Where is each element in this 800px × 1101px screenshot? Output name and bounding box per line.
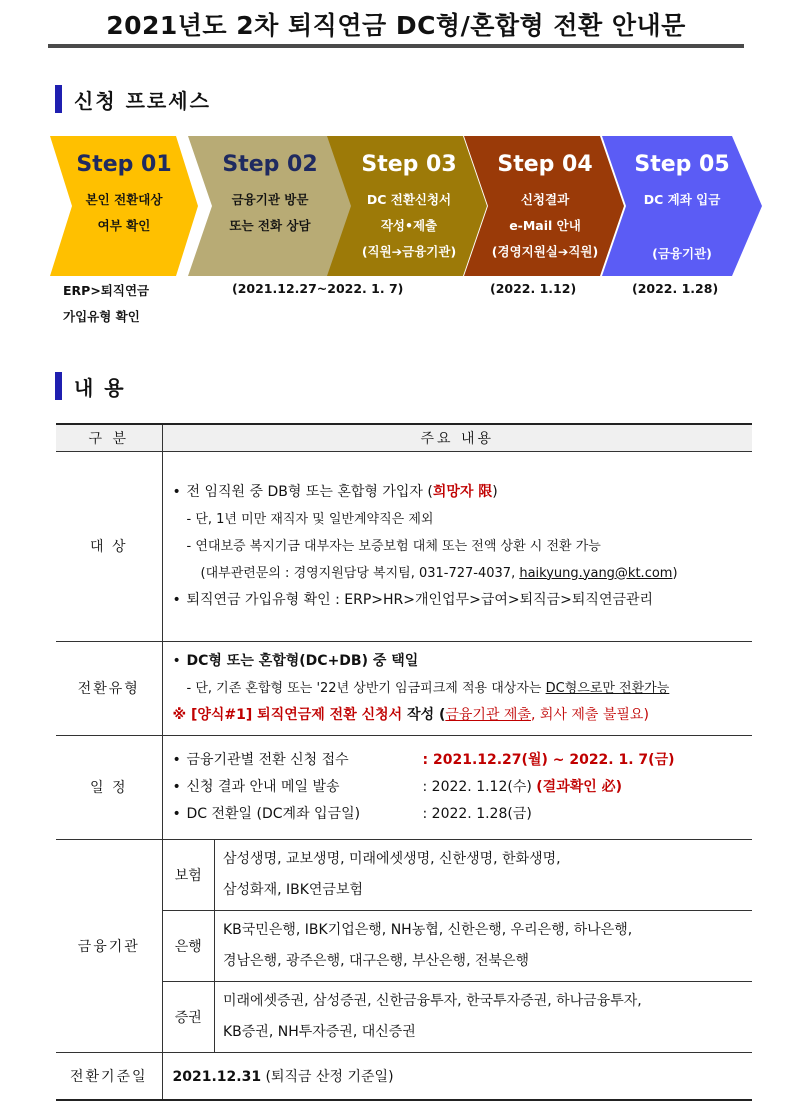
institution-names: 삼성생명, 교보생명, 미래에셋생명, 신한생명, 한화생명,	[223, 850, 561, 867]
step-04-label: Step 04	[497, 152, 593, 177]
table-row-schedule	[56, 735, 752, 839]
step-01-line: 여부 확인	[97, 218, 151, 233]
schedule-label: 금융기관별 전환 신청 접수	[186, 751, 349, 768]
target-contact-line	[173, 560, 743, 587]
table-row-target	[56, 451, 752, 641]
step-05	[602, 136, 762, 276]
type-text: , 회사 제출 불필요)	[530, 706, 649, 723]
schedule-value: : 2022. 1.12(수)	[422, 778, 537, 795]
step-03	[327, 136, 487, 276]
institutions-content	[162, 839, 752, 1052]
row-label-type: 전환유형	[56, 641, 162, 735]
step-04-line: (경영지원실➔직원)	[491, 244, 599, 259]
schedule-line: • DC 전환일 (DC계좌 입금일) : 2022. 1.28(금)	[173, 801, 743, 828]
institution-list	[215, 910, 753, 981]
step-04-date: (2022. 1.12)	[490, 281, 577, 296]
table-row-institutions	[56, 839, 752, 1052]
institution-list	[215, 840, 753, 911]
step-03-line: DC 전환신청서	[366, 192, 452, 207]
title-divider	[48, 44, 744, 48]
content-table	[56, 423, 752, 1101]
step-02-label: Step 02	[222, 152, 318, 177]
institution-row	[163, 910, 753, 981]
contact-email-link[interactable]: haikyung.yang@kt.com	[519, 565, 673, 581]
step-03-label: Step 03	[361, 152, 457, 177]
schedule-value: : 2022. 1.28(금)	[422, 805, 532, 822]
institution-names: KB국민은행, IBK기업은행, NH농협, 신한은행, 우리은행, 하나은행,	[223, 921, 633, 938]
target-line: • 퇴직연금 가입유형 확인 : ERP>HR>개인업무>급여>퇴직금>퇴직연금관리	[172, 591, 654, 608]
content-heading: 내 용	[74, 375, 126, 400]
type-text: DC형 또는 혼합형(DC+DB)	[186, 652, 369, 669]
base-date-note: (퇴직금 산정 기준일)	[261, 1068, 394, 1085]
type-text: 작성 (	[402, 706, 446, 723]
step-01	[50, 136, 198, 276]
institution-row	[163, 981, 753, 1052]
page-title: 2021년도 2차 퇴직연금 DC형/혼합형 전환 안내문	[106, 11, 686, 40]
contact-text: (대부관련문의 : 경영지원담당 복지팀, 031-727-4037,	[200, 565, 520, 581]
target-content	[162, 451, 752, 641]
form-notice: ※ [양식#1] 퇴직연금제 전환 신청서	[172, 706, 403, 723]
institution-list	[215, 981, 753, 1052]
row-label-schedule: 일 정	[56, 735, 162, 839]
step-05-date: (2022. 1.28)	[632, 281, 719, 296]
step-01-line: 본인 전환대상	[85, 192, 163, 207]
type-form-line	[173, 702, 743, 729]
schedule-line: • 금융기관별 전환 신청 접수 : 2021.12.27(월) ~ 2022. 1. 7(금)	[173, 747, 743, 774]
target-emphasis: 희망자 限	[432, 483, 493, 500]
step-05-label: Step 05	[634, 152, 730, 177]
schedule-value: : 2021.12.27(월) ~ 2022. 1. 7(금)	[422, 751, 675, 768]
schedule-label: 신청 결과 안내 메일 발송	[186, 778, 340, 795]
type-underlined: DC형으로만 전환가능	[545, 680, 670, 696]
type-line: • DC형 또는 혼합형(DC+DB) 중 택일	[172, 652, 419, 669]
row-label-target: 대 상	[56, 451, 162, 641]
type-text: - 단, 기존 혼합형 또는 '22년 상반기 임금피크제 적용 대상자는	[186, 680, 546, 696]
institution-names: 미래에셋증권, 삼성증권, 신한금융투자, 한국투자증권, 하나금융투자,	[223, 992, 642, 1009]
table-row-base-date	[56, 1052, 752, 1100]
step-04-line: e-Mail 안내	[509, 218, 581, 233]
content-section-header	[55, 371, 126, 401]
step-02-line: 또는 전화 상담	[229, 218, 311, 233]
step-01-label: Step 01	[76, 152, 172, 177]
section-marker	[55, 85, 62, 113]
column-header-content: 주요 내용	[162, 424, 752, 451]
target-text: )	[492, 483, 498, 500]
process-heading: 신청 프로세스	[74, 88, 211, 113]
target-sub-line: - 연대보증 복지기금 대부자는 보증보험 대체 또는 전액 상환 시 전환 가능	[186, 538, 601, 554]
base-date-value: 2021.12.31	[172, 1068, 262, 1085]
base-date-content	[162, 1052, 752, 1100]
schedule-content	[162, 735, 752, 839]
step-01-note: 가입유형 확인	[63, 309, 140, 324]
target-text: 퇴직연금 가입유형 확인 : ERP>HR>개인업무>급여>퇴직금>퇴직연금관리	[186, 591, 654, 608]
step-03-line: (직원➔금융기관)	[361, 244, 457, 259]
type-text: 중 택일	[368, 652, 419, 669]
step-05-line: (금융기관)	[652, 246, 712, 261]
schedule-emphasis: (결과확인 必)	[536, 778, 623, 795]
institution-type: 은행	[163, 910, 215, 981]
step-05-line: DC 계좌 입금	[643, 192, 721, 207]
institution-type: 증권	[163, 981, 215, 1052]
type-sub-line	[173, 675, 743, 702]
step-03-line: 작성•제출	[380, 218, 438, 233]
type-content	[162, 641, 752, 735]
process-steps	[50, 136, 762, 276]
target-line: • 전 임직원 중 DB형 또는 혼합형 가입자 (희망자 限)	[172, 483, 498, 500]
institution-names: 삼성화재, IBK연금보험	[223, 881, 364, 898]
table-row-type	[56, 641, 752, 735]
schedule-label: DC 전환일 (DC계좌 입금일)	[186, 805, 361, 822]
contact-text: )	[672, 565, 678, 581]
step-02-line: 금융기관 방문	[231, 192, 309, 207]
process-section-header	[55, 84, 211, 114]
schedule-line: • 신청 결과 안내 메일 발송 : 2022. 1.12(수) (결과확인 必)	[173, 774, 743, 801]
target-sub-line: - 단, 1년 미만 재직자 및 일반계약직은 제외	[186, 511, 434, 527]
institution-names: KB증권, NH투자증권, 대신증권	[223, 1023, 416, 1040]
submit-target: 금융기관 제출	[445, 706, 531, 723]
institutions-table	[163, 840, 753, 1052]
institution-type: 보험	[163, 840, 215, 911]
column-header-category: 구 분	[56, 424, 162, 451]
step-04	[464, 136, 624, 276]
row-label-institutions: 금융기관	[56, 839, 162, 1052]
row-label-base-date: 전환기준일	[56, 1052, 162, 1100]
institution-row	[163, 840, 753, 911]
step-01-note: ERP>퇴직연금	[63, 283, 150, 298]
table-header-row	[56, 424, 752, 451]
institution-names: 경남은행, 광주은행, 대구은행, 부산은행, 전북은행	[223, 952, 530, 969]
step-04-line: 신청결과	[520, 192, 570, 207]
section-marker	[55, 372, 62, 400]
steps-02-03-date: (2021.12.27~2022. 1. 7)	[232, 281, 404, 296]
target-text: 전 임직원 중 DB형 또는 혼합형 가입자 (	[186, 483, 433, 500]
